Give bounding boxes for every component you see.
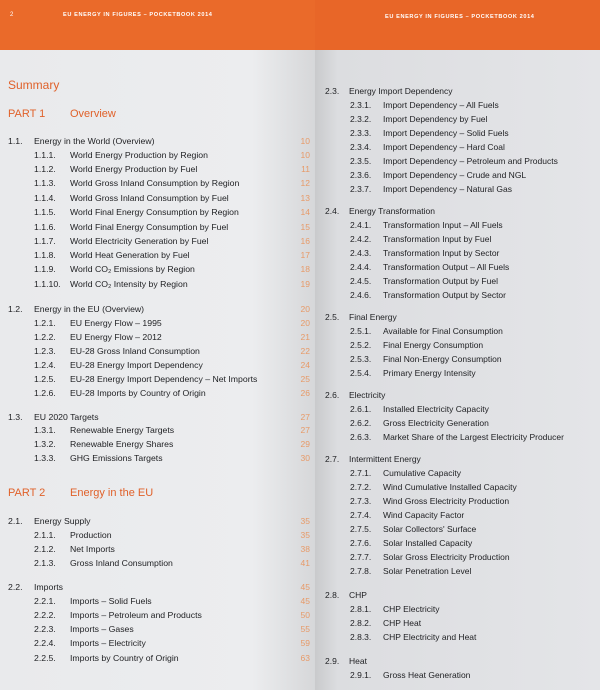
entry-title: World Energy Production by Region: [70, 150, 208, 160]
entry-page-number: 11: [301, 164, 310, 174]
toc-entry: [34, 316, 314, 331]
entry-page-number: 45: [300, 596, 310, 606]
toc-entry: [34, 542, 314, 557]
toc-entry: [350, 260, 598, 274]
entry-page-number: 22: [300, 346, 310, 356]
entry-number: 2.8.1.: [350, 604, 372, 614]
entry-number: 2.2.5.: [34, 653, 56, 663]
entry-number: 2.6.3.: [350, 432, 372, 442]
entry-page-number: 18: [300, 264, 310, 274]
entry-number: 2.5.2.: [350, 340, 372, 350]
toc-entry: [34, 220, 314, 235]
entry-number: 1.1.5.: [34, 207, 56, 217]
entry-title: CHP Electricity: [383, 604, 440, 614]
toc-entry: [34, 234, 314, 249]
entry-title: Import Dependency – Crude and NGL: [383, 170, 527, 180]
entry-title: CHP Heat: [383, 618, 422, 628]
entry-number: 2.4.3.: [350, 248, 372, 258]
part1-title: Overview: [70, 108, 116, 120]
entry-page-number: 27: [300, 425, 310, 435]
toc-entry: [350, 182, 598, 196]
toc-entry: [350, 508, 598, 522]
entry-page-number: 27: [300, 412, 310, 422]
toc-entry: [34, 191, 314, 206]
toc-entry: [34, 344, 314, 359]
entry-number: 2.9.: [325, 656, 340, 666]
entry-number: 2.3.2.: [350, 114, 372, 124]
entry-number: 2.6.: [325, 390, 340, 400]
toc-entry: [350, 402, 598, 416]
toc-entry: [34, 176, 314, 191]
toc-entry: [350, 140, 598, 154]
entry-page-number: 20: [300, 318, 310, 328]
entry-number: 1.3.3.: [34, 453, 56, 463]
entry-title: Solar Gross Electricity Production: [383, 552, 510, 562]
entry-title: World Electricity Generation by Fuel: [70, 236, 209, 246]
entry-number: 2.2.1.: [34, 596, 56, 606]
entry-number: 2.5.4.: [350, 368, 372, 378]
entry-page-number: 20: [300, 304, 310, 314]
entry-title: Market Share of the Largest Electricity Producer: [383, 432, 564, 442]
entry-number: 2.5.3.: [350, 354, 372, 364]
toc-entry: [350, 494, 598, 508]
entry-number: 2.3.6.: [350, 170, 372, 180]
part2-title: Energy in the EU: [70, 487, 154, 499]
entry-number: 1.1.6.: [34, 222, 56, 232]
toc-entry: [350, 338, 598, 352]
entry-title: Transformation Output by Sector: [383, 290, 506, 300]
entry-number: 2.4.2.: [350, 234, 372, 244]
entry-title: Transformation Output by Fuel: [383, 276, 498, 286]
toc-entry: [350, 630, 598, 644]
toc-entry: [325, 654, 597, 668]
toc-entry: [350, 668, 598, 682]
toc-entry: [34, 248, 314, 263]
entry-page-number: 10: [300, 150, 310, 160]
entry-number: 1.3.1.: [34, 425, 56, 435]
entry-number: 2.1.3.: [34, 558, 56, 568]
entry-title: Renewable Energy Shares: [70, 439, 174, 449]
toc-entry: [34, 386, 314, 401]
entry-number: 2.3.3.: [350, 128, 372, 138]
entry-number: 2.5.: [325, 312, 340, 322]
entry-page-number: 12: [300, 178, 310, 188]
part1-heading: [8, 108, 116, 120]
entry-title: EU-28 Gross Inland Consumption: [70, 346, 200, 356]
entry-title: World Energy Production by Fuel: [70, 164, 198, 174]
right-page: [315, 0, 600, 690]
toc-entry: [34, 556, 314, 571]
entry-number: 2.3.: [325, 86, 340, 96]
entry-title: Production: [70, 530, 112, 540]
toc-entry: [34, 358, 314, 373]
toc-entry: [8, 302, 314, 317]
toc-entry: [34, 162, 314, 177]
entry-page-number: 35: [300, 516, 310, 526]
entry-title: Energy Supply: [34, 516, 91, 526]
toc-entry: [34, 594, 314, 609]
toc-entry: [350, 168, 598, 182]
entry-title: Import Dependency – All Fuels: [383, 100, 499, 110]
toc-entry: [350, 288, 598, 302]
part2-heading: [8, 487, 154, 499]
entry-number: 2.7.: [325, 454, 340, 464]
toc-entry: [34, 651, 314, 666]
toc-entry: [34, 451, 314, 466]
entry-page-number: 45: [300, 582, 310, 592]
entry-title: World Heat Generation by Fuel: [70, 250, 190, 260]
part2-label: PART 2: [8, 487, 46, 499]
toc-entry: [350, 126, 598, 140]
toc-entry: [34, 636, 314, 651]
entry-title: Solar Collectors' Surface: [383, 524, 477, 534]
entry-number: 2.7.6.: [350, 538, 372, 548]
entry-title: Transformation Input by Sector: [383, 248, 500, 258]
entry-number: 2.4.4.: [350, 262, 372, 272]
toc-entry: [34, 528, 314, 543]
entry-page-number: 63: [300, 653, 310, 663]
entry-page-number: 59: [300, 638, 310, 648]
entry-title: Gross Heat Generation: [383, 670, 471, 680]
entry-number: 2.7.1.: [350, 468, 372, 478]
entry-title: EU-28 Energy Import Dependency – Net Imports: [70, 374, 258, 384]
entry-page-number: 19: [300, 279, 310, 289]
toc-entry: [350, 480, 598, 494]
entry-title: CHP: [349, 590, 367, 600]
entry-page-number: 41: [300, 558, 310, 568]
entry-number: 1.3.: [8, 412, 23, 422]
entry-title: Gross Electricity Generation: [383, 418, 489, 428]
entry-title: CHP Electricity and Heat: [383, 632, 477, 642]
entry-page-number: 26: [300, 388, 310, 398]
entry-title: Renewable Energy Targets: [70, 425, 175, 435]
entry-title: Final Energy Consumption: [383, 340, 484, 350]
entry-title: Final Energy: [349, 312, 397, 322]
entry-title: Imports – Petroleum and Products: [70, 610, 202, 620]
entry-page-number: 29: [300, 439, 310, 449]
entry-number: 2.7.5.: [350, 524, 372, 534]
entry-number: 1.2.5.: [34, 374, 56, 384]
toc-entry: [8, 134, 314, 149]
entry-title: World Final Energy Consumption by Region: [70, 207, 239, 217]
entry-number: 1.1.: [8, 136, 23, 146]
toc-entry: [325, 452, 597, 466]
toc-entry: [350, 232, 598, 246]
entry-number: 1.1.10.: [34, 279, 61, 289]
toc-entry: [325, 204, 597, 218]
entry-title: EU Energy Flow – 1995: [70, 318, 162, 328]
entry-title: Transformation Input – All Fuels: [383, 220, 503, 230]
entry-number: 2.8.2.: [350, 618, 372, 628]
entry-number: 2.7.8.: [350, 566, 372, 576]
entry-number: 2.6.1.: [350, 404, 372, 414]
entry-page-number: 13: [300, 193, 310, 203]
entry-number: 2.1.: [8, 516, 23, 526]
entry-page-number: 10: [300, 136, 310, 146]
toc-entry: [350, 98, 598, 112]
toc-entry: [325, 84, 597, 98]
entry-title: Final Non-Energy Consumption: [383, 354, 502, 364]
entry-title: Imports – Gases: [70, 624, 134, 634]
entry-number: 2.7.7.: [350, 552, 372, 562]
toc-entry: [34, 437, 314, 452]
toc-entry: [34, 372, 314, 387]
entry-title: Imports – Electricity: [70, 638, 146, 648]
entry-number: 1.1.1.: [34, 150, 56, 160]
entry-number: 1.1.3.: [34, 178, 56, 188]
entry-page-number: 30: [300, 453, 310, 463]
toc-entry: [350, 416, 598, 430]
toc-entry: [34, 277, 314, 292]
toc-entry: [325, 588, 597, 602]
toc-entry: [34, 622, 314, 637]
entry-title: EU-28 Imports by Country of Origin: [70, 388, 206, 398]
entry-number: 2.6.2.: [350, 418, 372, 428]
entry-number: 2.4.6.: [350, 290, 372, 300]
toc-entry: [34, 205, 314, 220]
entry-title: Import Dependency – Solid Fuels: [383, 128, 509, 138]
entry-title: GHG Emissions Targets: [70, 453, 163, 463]
entry-title: EU-28 Energy Import Dependency: [70, 360, 203, 370]
entry-title: Cumulative Capacity: [383, 468, 461, 478]
entry-number: 2.2.2.: [34, 610, 56, 620]
entry-number: 1.2.3.: [34, 346, 56, 356]
entry-number: 1.2.4.: [34, 360, 56, 370]
entry-number: 2.2.3.: [34, 624, 56, 634]
entry-number: 1.2.2.: [34, 332, 56, 342]
entry-title: Import Dependency – Petroleum and Products: [383, 156, 558, 166]
entry-title: Imports – Solid Fuels: [70, 596, 152, 606]
toc-entry: [350, 522, 598, 536]
entry-title: Energy in the EU (Overview): [34, 304, 145, 314]
toc-entry: [350, 274, 598, 288]
running-header: EU ENERGY IN FIGURES – POCKETBOOK 2014: [63, 12, 213, 18]
entry-page-number: 55: [300, 624, 310, 634]
toc-entry: [350, 324, 598, 338]
toc-entry: [350, 112, 598, 126]
entry-title: World Gross Inland Consumption by Region: [70, 178, 240, 188]
entry-number: 2.1.1.: [34, 530, 56, 540]
toc-entry: [350, 536, 598, 550]
entry-number: 2.7.4.: [350, 510, 372, 520]
entry-number: 2.7.2.: [350, 482, 372, 492]
toc-entry: [34, 330, 314, 345]
entry-number: 1.1.2.: [34, 164, 56, 174]
entry-title: Solar Penetration Level: [383, 566, 472, 576]
toc-entry: [325, 388, 597, 402]
entry-number: 2.2.: [8, 582, 23, 592]
entry-number: 1.2.: [8, 304, 23, 314]
toc-entry: [350, 550, 598, 564]
toc-entry: [34, 148, 314, 163]
entry-number: 2.2.4.: [34, 638, 56, 648]
entry-page-number: 50: [300, 610, 310, 620]
entry-title: Transformation Output – All Fuels: [383, 262, 510, 272]
entry-title: Electricity: [349, 390, 386, 400]
entry-title: World CO₂ Emissions by Region: [70, 264, 195, 274]
entry-title: Energy Import Dependency: [349, 86, 453, 96]
toc-entry: [350, 564, 598, 578]
toc-entry: [350, 154, 598, 168]
entry-title: Wind Gross Electricity Production: [383, 496, 510, 506]
toc-entry: [350, 246, 598, 260]
entry-page-number: 15: [300, 222, 310, 232]
entry-number: 1.1.9.: [34, 264, 56, 274]
entry-page-number: 38: [300, 544, 310, 554]
entry-title: World Gross Inland Consumption by Fuel: [70, 193, 229, 203]
entry-page-number: 16: [300, 236, 310, 246]
entry-number: 2.4.: [325, 206, 340, 216]
entry-number: 2.8.3.: [350, 632, 372, 642]
entry-title: Available for Final Consumption: [383, 326, 503, 336]
entry-title: Energy in the World (Overview): [34, 136, 155, 146]
entry-number: 2.4.5.: [350, 276, 372, 286]
page-number: 2: [10, 12, 14, 18]
entry-number: 1.3.2.: [34, 439, 56, 449]
entry-title: Import Dependency – Hard Coal: [383, 142, 505, 152]
toc-entry: [350, 352, 598, 366]
summary-heading: Summary: [8, 78, 60, 92]
entry-page-number: 17: [300, 250, 310, 260]
entry-title: Heat: [349, 656, 367, 666]
entry-page-number: 35: [300, 530, 310, 540]
toc-right: [315, 0, 600, 690]
toc-entry: [34, 608, 314, 623]
entry-number: 2.9.1.: [350, 670, 372, 680]
entry-title: Transformation Input by Fuel: [383, 234, 492, 244]
toc-entry: [325, 310, 597, 324]
toc-entry: [8, 580, 314, 595]
entry-number: 2.5.1.: [350, 326, 372, 336]
entry-title: Imports: [34, 582, 63, 592]
entry-title: Net Imports: [70, 544, 115, 554]
entry-title: Primary Energy Intensity: [383, 368, 476, 378]
entry-number: 2.1.2.: [34, 544, 56, 554]
entry-title: Imports by Country of Origin: [70, 653, 179, 663]
toc-entry: [350, 430, 598, 444]
entry-title: Wind Cumulative Installed Capacity: [383, 482, 517, 492]
entry-title: Wind Capacity Factor: [383, 510, 465, 520]
entry-title: Solar Installed Capacity: [383, 538, 473, 548]
toc-entry: [350, 218, 598, 232]
entry-number: 2.3.5.: [350, 156, 372, 166]
entry-title: Gross Inland Consumption: [70, 558, 173, 568]
toc-entry: [350, 602, 598, 616]
entry-page-number: 14: [300, 207, 310, 217]
entry-title: EU Energy Flow – 2012: [70, 332, 162, 342]
entry-number: 1.2.6.: [34, 388, 56, 398]
entry-title: World CO₂ Intensity by Region: [70, 279, 188, 289]
entry-title: Import Dependency – Natural Gas: [383, 184, 512, 194]
entry-title: Import Dependency by Fuel: [383, 114, 488, 124]
entry-title: World Final Energy Consumption by Fuel: [70, 222, 229, 232]
entry-page-number: 21: [300, 332, 310, 342]
part1-label: PART 1: [8, 108, 46, 120]
entry-title: Installed Electricity Capacity: [383, 404, 489, 414]
toc-entry: [350, 366, 598, 380]
entry-number: 1.1.7.: [34, 236, 56, 246]
entry-number: 2.7.3.: [350, 496, 372, 506]
toc-entry: [350, 466, 598, 480]
toc-entry: [8, 514, 314, 529]
entry-number: 2.3.1.: [350, 100, 372, 110]
toc-entry: [350, 616, 598, 630]
toc-entry: [34, 262, 314, 277]
entry-page-number: 24: [300, 360, 310, 370]
entry-number: 1.1.8.: [34, 250, 56, 260]
entry-title: Intermittent Energy: [349, 454, 421, 464]
entry-number: 1.1.4.: [34, 193, 56, 203]
entry-number: 1.2.1.: [34, 318, 56, 328]
entry-number: 2.4.1.: [350, 220, 372, 230]
entry-number: 2.3.4.: [350, 142, 372, 152]
entry-page-number: 25: [300, 374, 310, 384]
entry-number: 2.3.7.: [350, 184, 372, 194]
entry-number: 2.8.: [325, 590, 340, 600]
toc-entry: [34, 423, 314, 438]
entry-title: Energy Transformation: [349, 206, 435, 216]
entry-title: EU 2020 Targets: [34, 412, 99, 422]
running-header: EU ENERGY IN FIGURES – POCKETBOOK 2014: [385, 14, 535, 20]
